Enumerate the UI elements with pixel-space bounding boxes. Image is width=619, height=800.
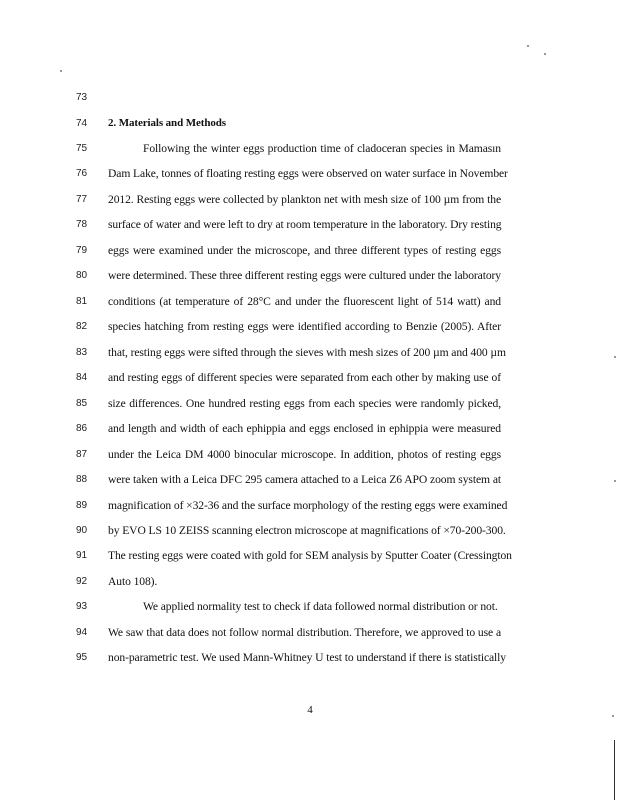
text-line: species hatching from resting eggs were identified according to Benzie (2005). After	[108, 320, 501, 333]
text-line: The resting eggs were coated with gold for SEM analysis by Sputter Coater (Cressington	[108, 549, 512, 562]
line-number: 82	[76, 321, 88, 332]
scan-speck	[614, 356, 616, 358]
text-line: and length and width of each ephippia and eggs enclosed in ephippia were measured	[108, 422, 501, 435]
line-number: 91	[76, 550, 88, 561]
scan-speck	[60, 70, 62, 72]
scan-speck	[527, 45, 529, 47]
line-number: 92	[76, 576, 88, 587]
text-line: We saw that data does not follow normal distribution. Therefore, we approved to use a	[108, 626, 501, 639]
text-line: conditions (at temperature of 28°C and under the fluorescent light of 514 watt) and	[108, 295, 501, 308]
line-number: 85	[76, 398, 88, 409]
text-line: Following the winter eggs production time of cladoceran species in Mamasın	[143, 142, 501, 155]
line-number: 79	[76, 245, 88, 256]
line-number: 75	[76, 143, 88, 154]
text-line: eggs were examined under the microscope, and three different types of resting eggs	[108, 244, 501, 257]
line-number: 74	[76, 118, 88, 129]
line-number: 93	[76, 601, 88, 612]
text-line: Dam Lake, tonnes of floating resting eggs were observed on water surface in November	[108, 167, 508, 180]
line-number: 77	[76, 194, 88, 205]
text-line: that, resting eggs were sifted through the sieves with mesh sizes of 200 µm and 400 µm	[108, 346, 506, 359]
line-number: 80	[76, 270, 88, 281]
text-line: and resting eggs of different species were separated from each other by making use of	[108, 371, 501, 384]
line-number: 81	[76, 296, 88, 307]
text-line: were determined. These three different resting eggs were cultured under the laboratory	[108, 269, 501, 282]
line-number: 95	[76, 652, 88, 663]
line-number: 88	[76, 474, 88, 485]
text-line: surface of water and were left to dry at room temperature in the laboratory. Dry resting	[108, 218, 502, 231]
line-number: 94	[76, 627, 88, 638]
line-number: 83	[76, 347, 88, 358]
line-number: 86	[76, 423, 88, 434]
text-line: by EVO LS 10 ZEISS scanning electron microscope at magnifications of ×70-200-300.	[108, 524, 506, 537]
text-line: We applied normality test to check if data followed normal distribution or not.	[143, 600, 498, 613]
line-number: 87	[76, 449, 88, 460]
text-line: magnification of ×32-36 and the surface morphology of the resting eggs were examined	[108, 499, 508, 512]
text-line: size differences. One hundred resting eggs from each species were randomly picked,	[108, 397, 501, 410]
line-number: 78	[76, 219, 88, 230]
line-number: 73	[76, 92, 88, 103]
line-number: 89	[76, 500, 88, 511]
line-number: 84	[76, 372, 88, 383]
text-line: were taken with a Leica DFC 295 camera attached to a Leica Z6 APO zoom system at	[108, 473, 501, 486]
line-number: 76	[76, 168, 88, 179]
line-number: 90	[76, 525, 88, 536]
text-line: under the Leica DM 4000 binocular microscope. In addition, photos of resting eggs	[108, 448, 501, 461]
scan-speck	[544, 53, 546, 55]
scan-speck	[614, 480, 616, 482]
text-line: non-parametric test. We used Mann-Whitney U test to understand if there is statistically	[108, 651, 506, 664]
section-heading: 2. Materials and Methods	[108, 117, 226, 129]
scan-speck	[612, 715, 614, 717]
scan-edge-line	[614, 740, 615, 800]
page-number: 4	[307, 704, 313, 716]
text-line: Auto 108).	[108, 575, 158, 588]
text-line: 2012. Resting eggs were collected by plankton net with mesh size of 100 µm from the	[108, 193, 501, 206]
